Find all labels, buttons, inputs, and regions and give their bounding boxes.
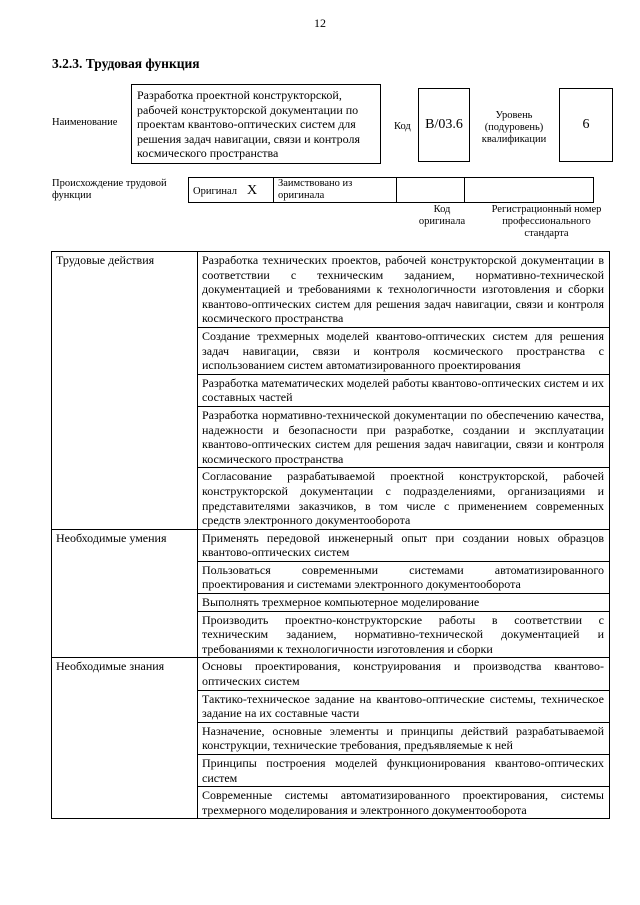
origin-code-cell [397,178,465,203]
original-mark: X [247,183,258,198]
section-item: Выполнять трехмерное компьютерное моделирование [198,594,610,612]
page-number: 12 [314,16,326,30]
section-item: Назначение, основные элементы и принципы действий разрабатываемой конструкции, технические требования, предъявляемые к ней [198,722,610,754]
name-label: Наименование [52,117,118,128]
section-category: Необходимые знания [52,658,198,819]
section-item: Разработка математических моделей работы квантово-оптических систем и их составных частей [198,374,610,406]
section-item: Применять передовой инженерный опыт при создании новых образцов квантово-оптических систем [198,529,610,561]
qualification-level-box: 6 [559,88,613,162]
origin-label: Происхождение трудовой функции [52,178,167,201]
function-name-box: Разработка проектной конструкторской, рабочей конструкторской документации по проектам квантово-оптических систем для решения задач навигации, связи и контроля космического пространства [131,84,381,164]
origin-original-cell [189,178,274,203]
borrowed-label: Заимствовано из оригинала [274,178,397,203]
section-item: Пользоваться современными системами автоматизированного проектирования и системами электронного документооборота [198,561,610,593]
reg-number-caption: Регистрационный номер профессионального стандарта [491,204,602,239]
section-item: Разработка нормативно-технической документации по обеспечению качества, надежности и безопасности при разработке, создании и эксплуатации квантово-оптических систем для решения задач навигации, связи и контроля космического пространства [198,406,610,467]
section-category: Трудовые действия [52,252,198,530]
section-item: Основы проектирования, конструирования и производства квантово-оптических систем [198,658,610,690]
section-item: Современные системы автоматизированного проектирования, системы трехмерного моделирования и электронного документооборота [198,787,610,819]
section-item: Тактико-техническое задание на квантово-оптические системы, техническое задание на их составные части [198,690,610,722]
function-details-table [51,251,610,819]
level-label: Уровень (подуровень) квалификации [481,110,547,145]
section-item: Производить проектно-конструкторские работы в соответствии с техническим заданием, нормативно-технической документацией и требованиями к технологичности изготовления и сборки [198,611,610,658]
code-label: Код [394,121,411,132]
section-item: Создание трехмерных моделей квантово-оптических систем для решения задач навигации, связи и контроля космического пространства с использованием систем автоматизированного проектирования [198,327,610,374]
table-row [52,529,610,561]
function-code-box: B/03.6 [418,88,470,162]
section-item: Принципы построения моделей функционирования квантово-оптических систем [198,755,610,787]
origin-table [188,177,594,203]
section-item: Разработка технических проектов, рабочей конструкторской документации в соответствии с техническим заданием, нормативно-технической документацией и требованиями к технологичности изготовления и сборки квантово-оптических систем для решения задач навигации, связи и контроля космического пространства [198,252,610,328]
section-item: Согласование разрабатываемой проектной конструкторской, рабочей конструкторской документации с подразделениями, организациями и представителями заказчиков, в том числе с применением современных средств электронного документооборота [198,468,610,529]
section-category: Необходимые умения [52,529,198,658]
table-row [52,658,610,690]
code-caption: Код оригинала [418,204,466,227]
origin-reg-cell [465,178,594,203]
table-row [52,252,610,328]
original-label: Оригинал [193,186,237,197]
section-title: 3.2.3. Трудовая функция [52,56,200,71]
